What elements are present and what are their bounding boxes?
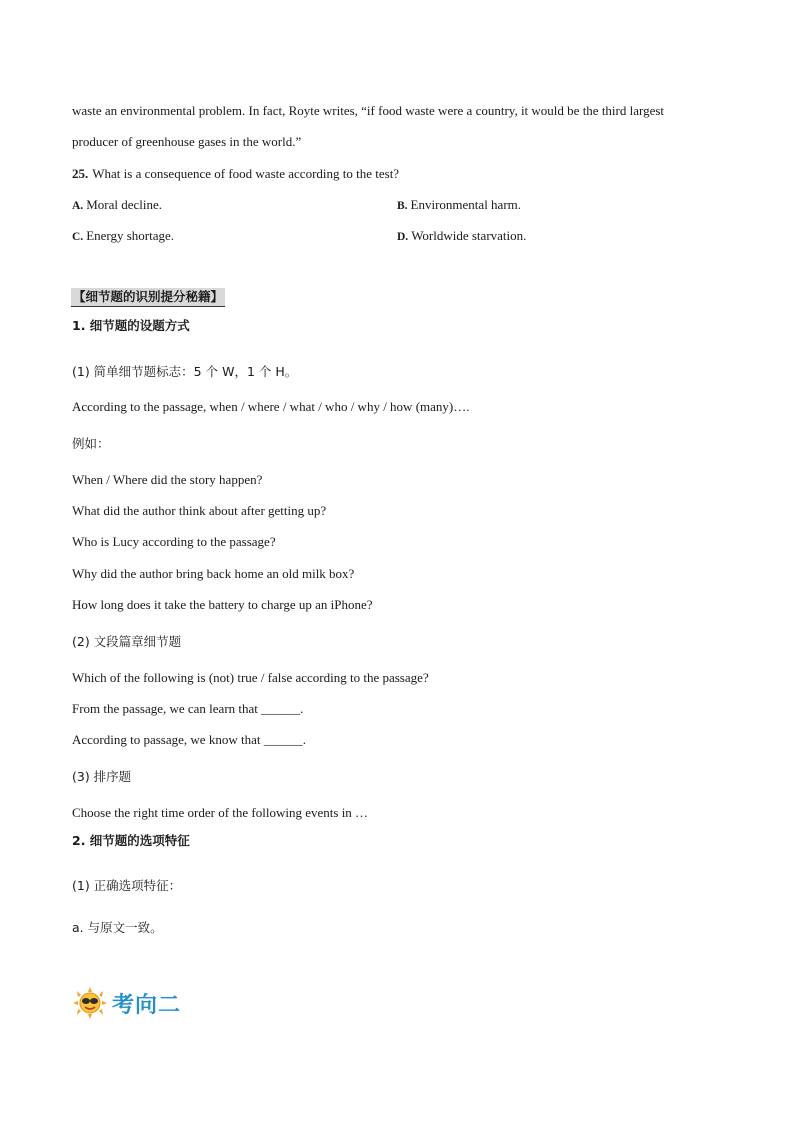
sub3-line: Choose the right time order of the following events in … <box>72 805 369 820</box>
example-item: Why did the author bring back home an old milk box? <box>72 566 355 581</box>
tips-box-title: 【细节题的识别提分秘籍】 <box>71 288 225 307</box>
sub2-line: According to passage, we know that ______. <box>72 732 306 747</box>
option-text: Environmental harm. <box>410 197 522 212</box>
option-letter: D. <box>397 231 409 243</box>
sub-heading-4: (1) 正确选项特征： <box>72 878 182 893</box>
sub-heading-1: (1) 简单细节题标志：5 个 W，1 个 H。 <box>72 364 298 379</box>
option-a <box>72 197 162 214</box>
option-b <box>397 197 521 214</box>
example-label: 例如： <box>72 436 110 451</box>
sub-heading-3: (3) 排序题 <box>72 769 132 784</box>
question-text: What is a consequence of food waste according to the test? <box>92 166 400 181</box>
passage-line-2: producer of greenhouse gases in the world.” <box>72 134 302 149</box>
option-letter: B. <box>397 200 408 212</box>
option-c <box>72 228 174 245</box>
heading-2: 2. 细节题的选项特征 <box>72 833 190 848</box>
sub2-line: Which of the following is (not) true / false according to the passage? <box>72 670 429 685</box>
sun-with-sunglasses-icon <box>70 986 110 1020</box>
example-item: What did the author think about after getting up? <box>72 503 327 518</box>
option-letter: A. <box>72 200 84 212</box>
example-item: Who is Lucy according to the passage? <box>72 534 276 549</box>
example-item: When / Where did the story happen? <box>72 472 263 487</box>
option-d <box>397 228 526 245</box>
option-text: Moral decline. <box>86 197 162 212</box>
option-letter: C. <box>72 231 84 243</box>
option-text: Energy shortage. <box>86 228 175 243</box>
section-heading: 考向二 <box>112 993 182 1018</box>
sub2-line: From the passage, we can learn that ______. <box>72 701 304 716</box>
question-number: 25. <box>72 166 89 181</box>
according-line: According to the passage, when / where / what / who / why / how (many)…. <box>72 399 470 414</box>
example-item: How long does it take the battery to charge up an iPhone? <box>72 597 373 612</box>
passage-line-1: waste an environmental problem. In fact, Royte writes, “if food waste were a country, it would be the third largest <box>72 103 665 118</box>
item-a: a. 与原文一致。 <box>72 920 163 935</box>
question <box>72 166 734 182</box>
sub-heading-2: (2) 文段篇章细节题 <box>72 634 182 649</box>
option-text: Worldwide starvation. <box>411 228 527 243</box>
heading-1: 1. 细节题的设题方式 <box>72 318 190 333</box>
